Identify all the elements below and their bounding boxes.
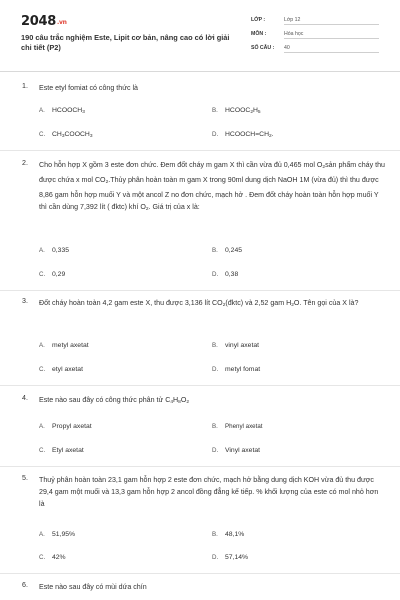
option-c[interactable]: C. $CH_3COOCH_3$ bbox=[39, 131, 93, 139]
divider bbox=[0, 573, 400, 574]
option-a[interactable]: A. metyl axetat bbox=[39, 342, 89, 349]
document-title: 190 câu trắc nghiệm Este, Lipit cơ bản, nâng cao có lời giải chi tiết (P2) bbox=[21, 33, 230, 52]
page-header bbox=[0, 0, 400, 72]
logo-tld: .vn bbox=[56, 19, 67, 26]
meta-key: MÔN : bbox=[251, 31, 267, 37]
option-d[interactable]: D. 0,38 bbox=[212, 271, 239, 278]
divider bbox=[0, 466, 400, 467]
meta-key: SỐ CÂU : bbox=[251, 45, 275, 51]
option-b[interactable]: B. $HCOOC_2H_5$ bbox=[212, 107, 261, 115]
question-number: 2. bbox=[22, 159, 28, 167]
option-b[interactable]: B. Phenyl axetat bbox=[212, 423, 263, 430]
site-logo[interactable] bbox=[21, 14, 67, 29]
meta-value: Lớp 12 bbox=[284, 17, 379, 25]
option-d[interactable]: D. Vinyl axetat bbox=[212, 447, 261, 454]
meta-key: LỚP : bbox=[251, 17, 266, 23]
option-c[interactable]: C. 0,29 bbox=[39, 271, 66, 278]
option-b[interactable]: B. vinyl axetat bbox=[212, 342, 260, 349]
divider bbox=[0, 290, 400, 291]
question-text: Thuỷ phân hoàn toàn 23,1 gam hỗn hợp 2 este đơn chức, mạch hở bằng dung dịch KOH vừa đủ thu được 29,4 gam một muối và 13,3 gam hỗn hợp 2 ancol đồng đẳng kế tiếp. % khối lượng của este có mol nhỏ hơn là bbox=[39, 476, 379, 508]
option-b[interactable]: B. 48,1% bbox=[212, 531, 245, 538]
question-text: Đốt cháy hoàn toàn 4,2 gam este X, thu được 3,136 lít $CO_2(đktc)$ và 2,52 gam $H_2O$. Tên gọi của X là? bbox=[39, 299, 359, 308]
question-text: Este nào sau đây có công thức phân tử $C_4H_8O_2$ bbox=[39, 396, 190, 405]
question-text: Cho hỗn hợp X gồm 3 este đơn chức. Đem đốt cháy m gam X thì cần vừa đủ 0,465 mol $O_2sản$ phẩm cháy thu được chứa x mol $CO_2.Thủy$ phân hoàn toàn m gam X trong 90ml dung dịch NaOH 1M (vừa đủ) thì thu được 8,86 gam hỗn hợp muối Y và một ancol Z no đơn chức, mạch hở . Đem đốt cháy hoàn toàn hỗn hợp muối Y thì cần dùng 7,392 lít ( đktc) khí $O_2$. Giá trị của x là: bbox=[39, 161, 386, 212]
option-c[interactable]: C. 42% bbox=[39, 554, 66, 561]
meta-value: 40 bbox=[284, 45, 379, 53]
meta-value: Hóa học bbox=[284, 31, 379, 39]
logo-text: 2048 bbox=[21, 14, 56, 29]
option-a[interactable]: A. Propyl axetat bbox=[39, 423, 92, 430]
divider bbox=[0, 385, 400, 386]
option-a[interactable]: A. 0,335 bbox=[39, 247, 70, 254]
question-text: Este etyl fomiat có công thức là bbox=[39, 84, 138, 92]
option-d[interactable]: D. 57,14% bbox=[212, 554, 249, 561]
option-b[interactable]: B. 0,245 bbox=[212, 247, 243, 254]
option-a[interactable]: A. $HCOOCH_3$ bbox=[39, 107, 85, 115]
option-a[interactable]: A. 51,95% bbox=[39, 531, 76, 538]
question-number: 5. bbox=[22, 474, 28, 482]
option-c[interactable]: C. etyl axetat bbox=[39, 366, 83, 373]
question-number: 1. bbox=[22, 82, 28, 90]
option-c[interactable]: C. Etyl axetat bbox=[39, 447, 84, 454]
question-number: 6. bbox=[22, 581, 28, 589]
option-d[interactable]: D. $HCOOCH=CH_2$. bbox=[212, 131, 274, 139]
question-text: Este nào sau đây có mùi dứa chín bbox=[39, 583, 147, 591]
option-d[interactable]: D. metyl fomat bbox=[212, 366, 261, 373]
question-number: 3. bbox=[22, 297, 28, 305]
question-number: 4. bbox=[22, 394, 28, 402]
divider bbox=[0, 150, 400, 151]
